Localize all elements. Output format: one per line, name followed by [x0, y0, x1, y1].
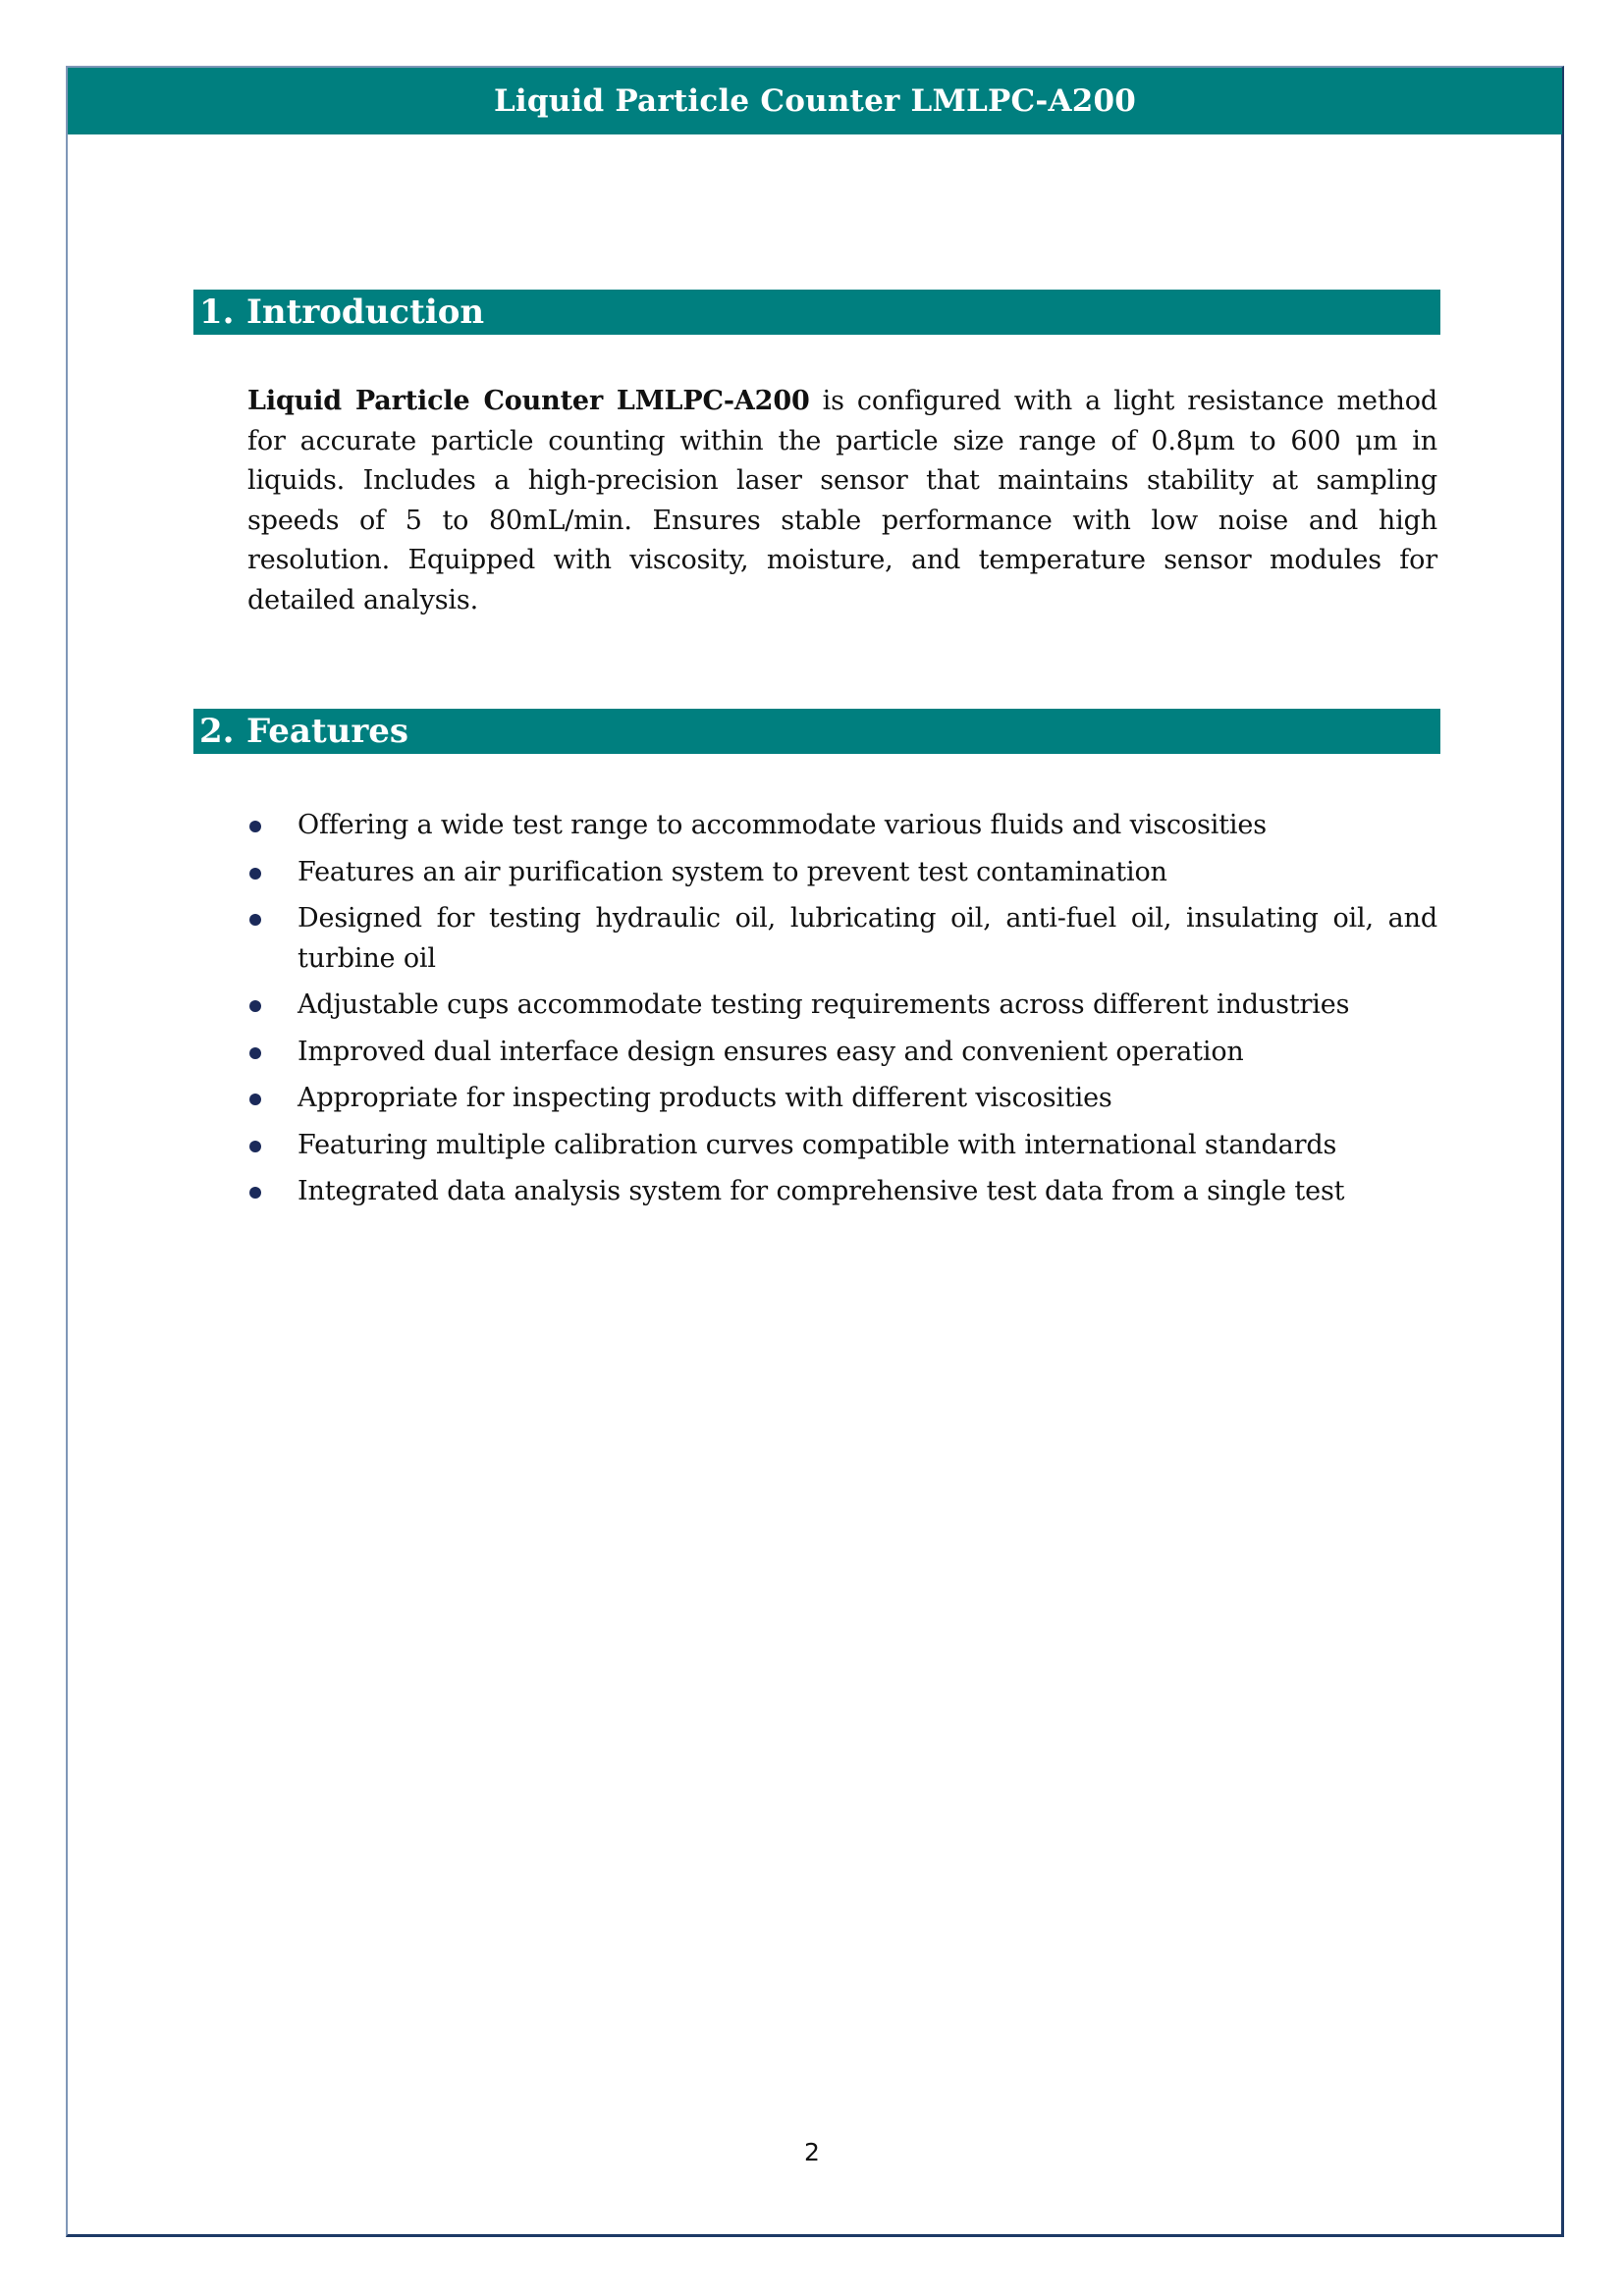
list-item: [247, 1172, 1437, 1212]
section-heading: Introduction: [246, 293, 485, 332]
list-item-text: Improved dual interface design ensures easy and convenient operation: [298, 1036, 1244, 1067]
list-item-text: Appropriate for inspecting products with different viscosities: [298, 1083, 1112, 1113]
section-heading: Features: [246, 712, 409, 751]
bullet-icon: [249, 1187, 261, 1199]
list-item: [247, 1033, 1437, 1073]
list-item: [247, 1126, 1437, 1166]
introduction-body: is configured with a light resistance method for accurate particle counting within the particle size range of 0.8μm to 600 μm in liquids. Includes a high-precision laser sensor that maintains stability at sampling speeds of 5 to 80mL/min. Ensures stable performance with low noise and high resolution. Equipped with viscosity, moisture, and temperature sensor modules for detailed analysis.: [247, 386, 1437, 615]
introduction-paragraph: [247, 382, 1437, 620]
section-number: 1.: [199, 293, 235, 332]
list-item-text: Designed for testing hydraulic oil, lubricating oil, anti-fuel oil, insulating oil, and turbine oil: [298, 903, 1437, 974]
document-title: Liquid Particle Counter LMLPC-A200: [493, 83, 1137, 119]
section-header-introduction: [193, 290, 1440, 335]
section-number: 2.: [199, 712, 235, 751]
bullet-icon: [249, 1141, 261, 1152]
bullet-icon: [249, 821, 261, 832]
features-list: [247, 806, 1437, 1219]
introduction-lead: Liquid Particle Counter LMLPC-A200: [247, 386, 810, 416]
list-item: [247, 899, 1437, 979]
list-item: [247, 806, 1437, 846]
page-number: 2: [804, 2138, 820, 2166]
bullet-icon: [249, 914, 261, 926]
list-item-text: Adjustable cups accommodate testing requirements across different industries: [298, 989, 1350, 1020]
bullet-icon: [249, 868, 261, 880]
bullet-icon: [249, 1094, 261, 1105]
list-item-text: Offering a wide test range to accommodate various fluids and viscosities: [298, 810, 1267, 840]
list-item: [247, 986, 1437, 1026]
bullet-icon: [249, 1047, 261, 1059]
section-header-features: [193, 709, 1440, 754]
list-item-text: Featuring multiple calibration curves compatible with international standards: [298, 1129, 1337, 1160]
bullet-icon: [249, 1000, 261, 1012]
list-item-text: Integrated data analysis system for comprehensive test data from a single test: [298, 1176, 1345, 1206]
list-item: [247, 1079, 1437, 1119]
document-title-bar: [68, 68, 1562, 134]
list-item: [247, 853, 1437, 893]
list-item-text: Features an air purification system to prevent test contamination: [298, 856, 1167, 887]
